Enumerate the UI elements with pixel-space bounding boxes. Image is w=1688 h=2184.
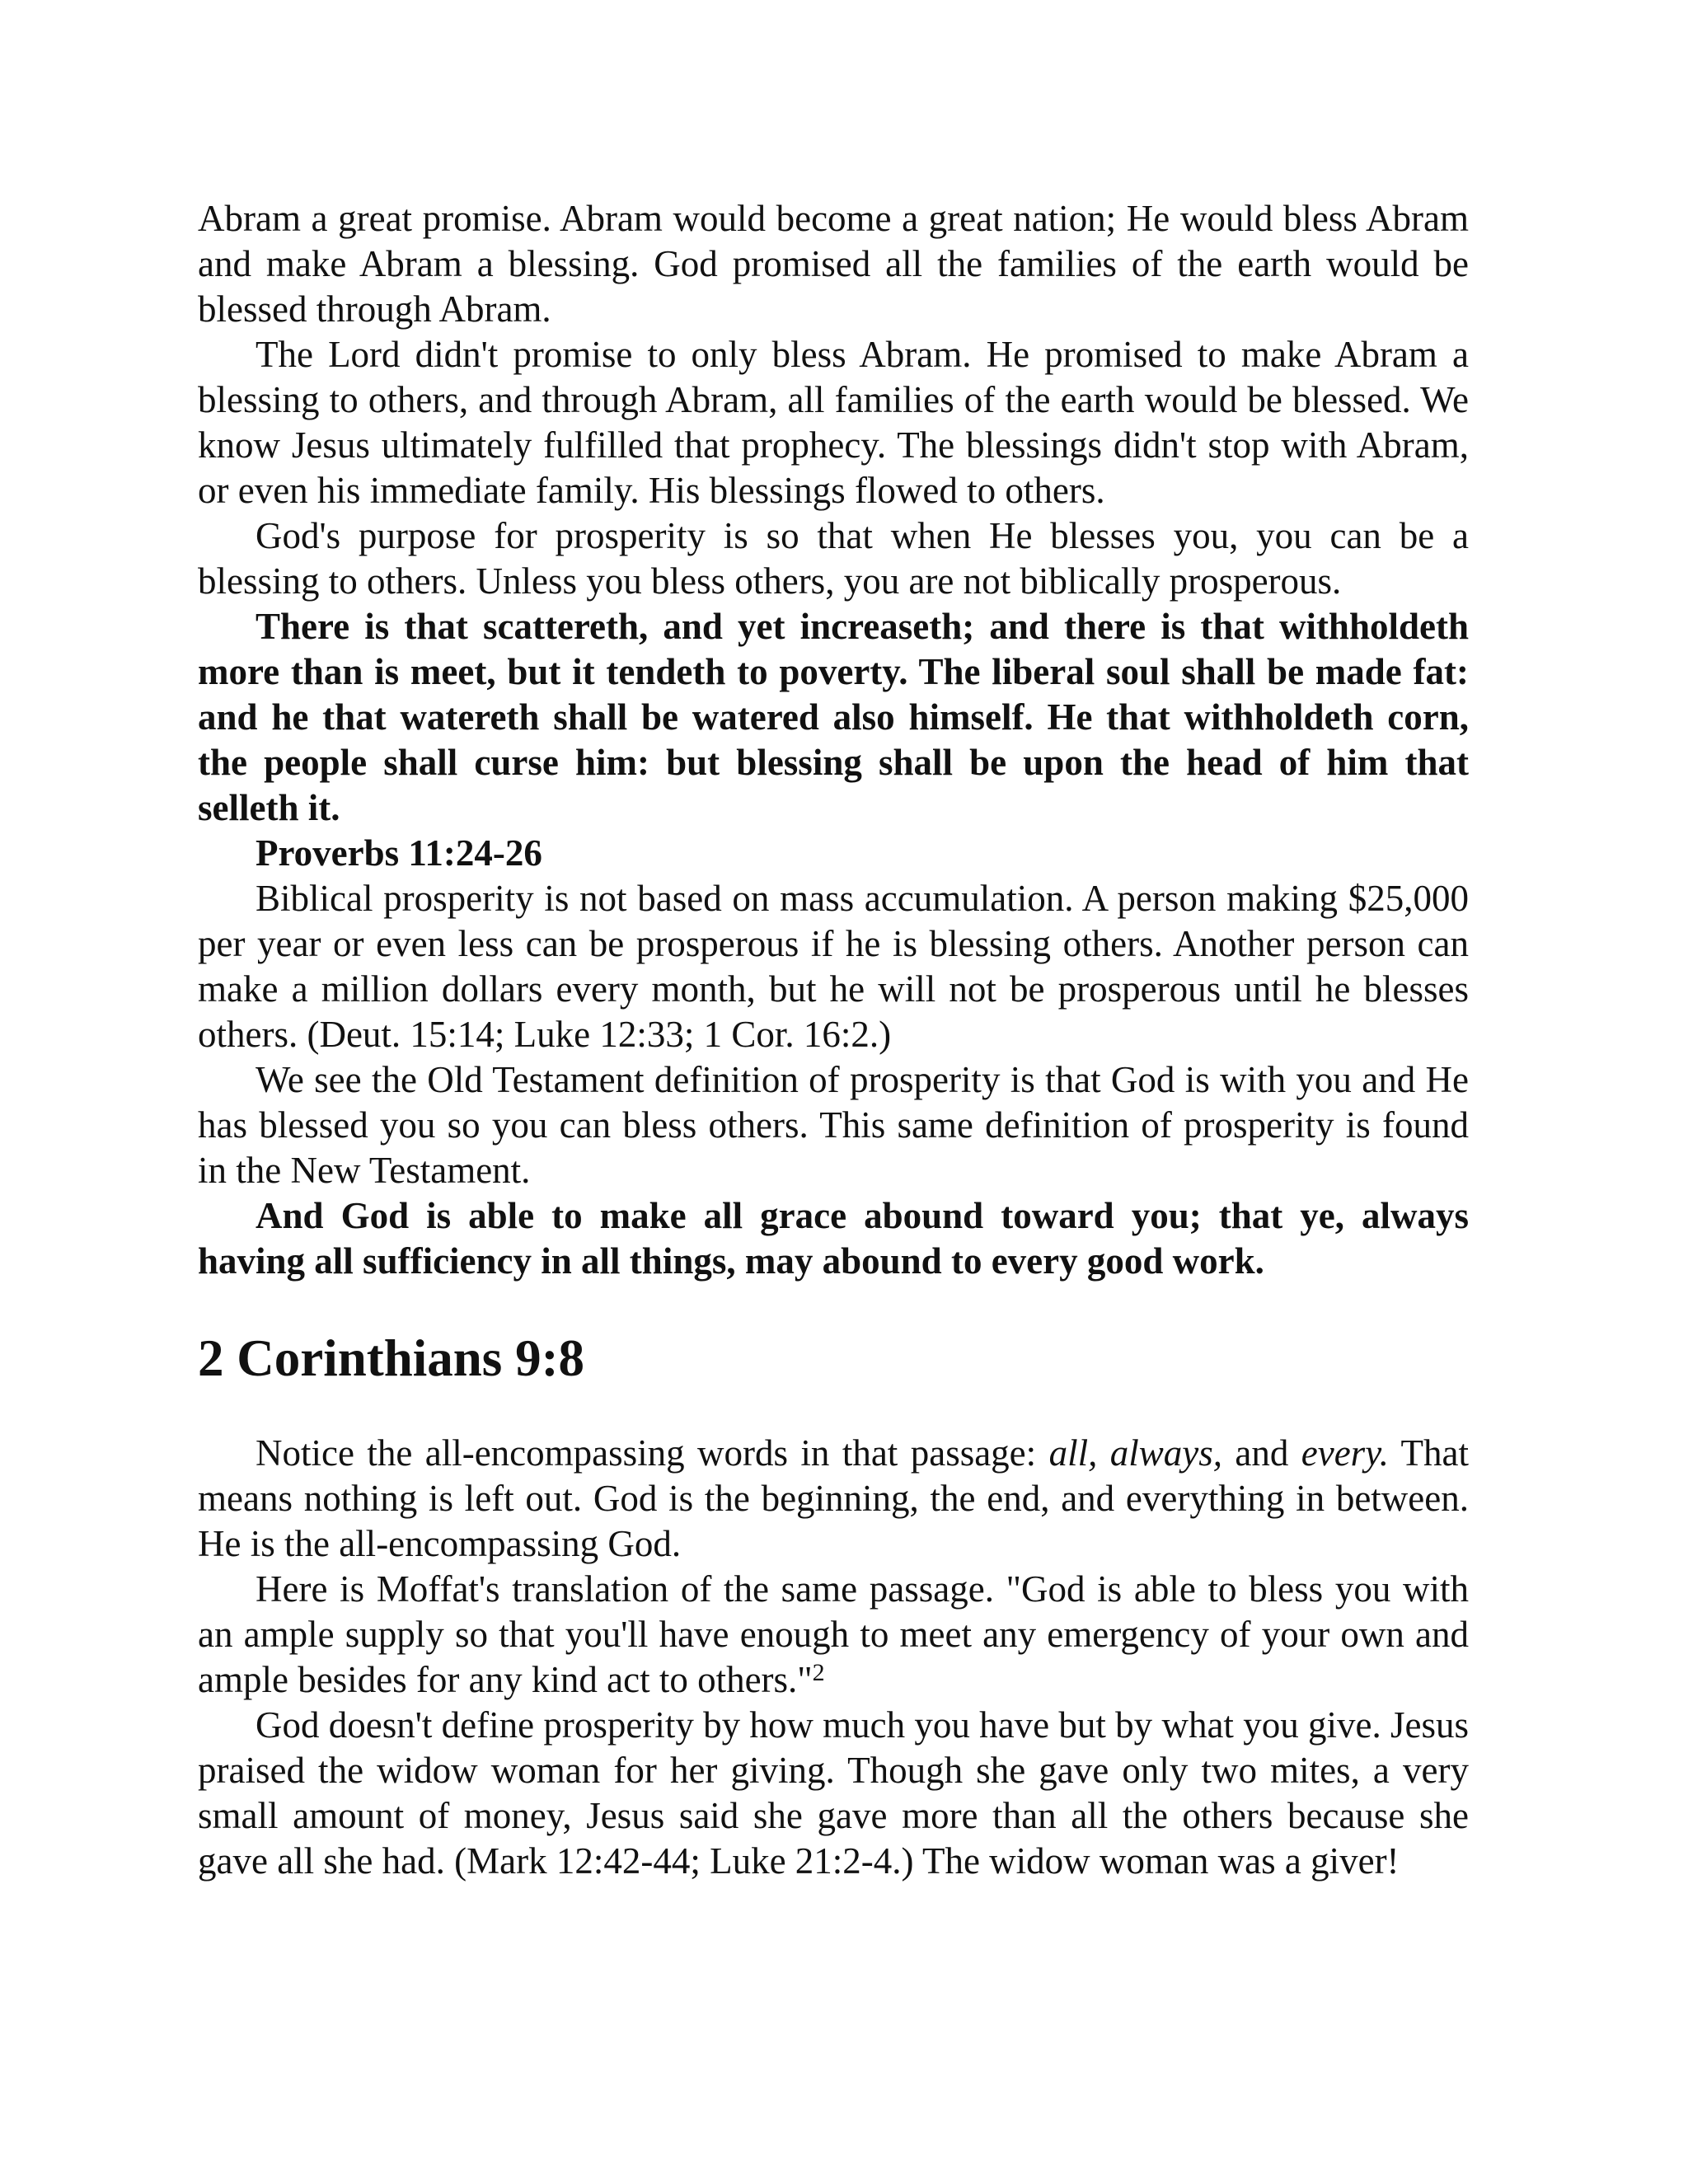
paragraph-purpose: God's purpose for prosperity is so that when He blesses you, you can be a blessing to others. Unless you bless others, you are not biblically prosperous. [198,515,1469,602]
section-heading: 2 Corinthians 9:8 [198,1329,585,1387]
emphasis-all-always: all, always, [1048,1432,1222,1474]
scripture-quote-proverbs: There is that scattereth, and yet increaseth; and there is that withholdeth more than is meet, but it tendeth to poverty. The liberal soul shall be made fat: and he that watereth shall be watered also himself. He that withholdeth corn, the people shall curse him: but blessing shall be upon the head of him that selleth it. [198,606,1469,828]
paragraph-bless-abram: The Lord didn't promise to only bless Abram. He promised to make Abram a blessing to others, and through Abram, all families of the earth would be blessed. We know Jesus ultimately fulfilled that prophecy. The blessings didn't stop with Abram, or even his immediate family. His blessings flowed to others. [198,334,1469,511]
document-page [198,196,1469,1884]
moffat-text: Here is Moffat's translation of the same passage. "God is able to bless you with an ample supply so that you'll have enough to meet any emergency of your own and ample besides for any kind act to others." [198,1568,1469,1700]
text-segment: Notice the all-encompassing words in that passage: [256,1432,1049,1474]
paragraph-biblical-prosperity: Biblical prosperity is not based on mass accumulation. A person making $25,000 per year or even less can be prosperous if he is blessing others. Another person can make a million dollars every month, but he will not be prosperous until he blesses others. (Deut. 15:14; Luke 12:33; 1 Cor. 16:2.) [198,878,1469,1055]
text-segment: and [1221,1432,1301,1474]
emphasis-every: every. [1301,1432,1389,1474]
text-segment: That means nothing is left out. God is the beginning, the end, and everything in between. He is the all-encompassing God. [198,1432,1469,1564]
paragraph-all-encompassing [198,1431,1469,1567]
footnote-marker: 2 [812,1659,825,1686]
paragraph-moffat [198,1567,1469,1703]
paragraph-old-testament: We see the Old Testament definition of prosperity is that God is with you and He has blessed you so you can bless others. This same definition of prosperity is found in the New Testament. [198,1059,1469,1191]
paragraph-widow: God doesn't define prosperity by how much you have but by what you give. Jesus praised the widow woman for her giving. Though she gave only two mites, a very small amount of money, Jesus said she gave more than all the others because she gave all she had. (Mark 12:42-44; Luke 21:2-4.) The widow woman was a giver! [198,1704,1469,1882]
scripture-quote-corinthians: And God is able to make all grace abound toward you; that ye, always having all sufficiency in all things, may abound to every good work. [198,1195,1469,1282]
scripture-reference-proverbs: Proverbs 11:24-26 [256,832,542,874]
paragraph-continuation: Abram a great promise. Abram would become a great nation; He would bless Abram and make Abram a blessing. God promised all the families of the earth would be blessed through Abram. [198,198,1469,330]
